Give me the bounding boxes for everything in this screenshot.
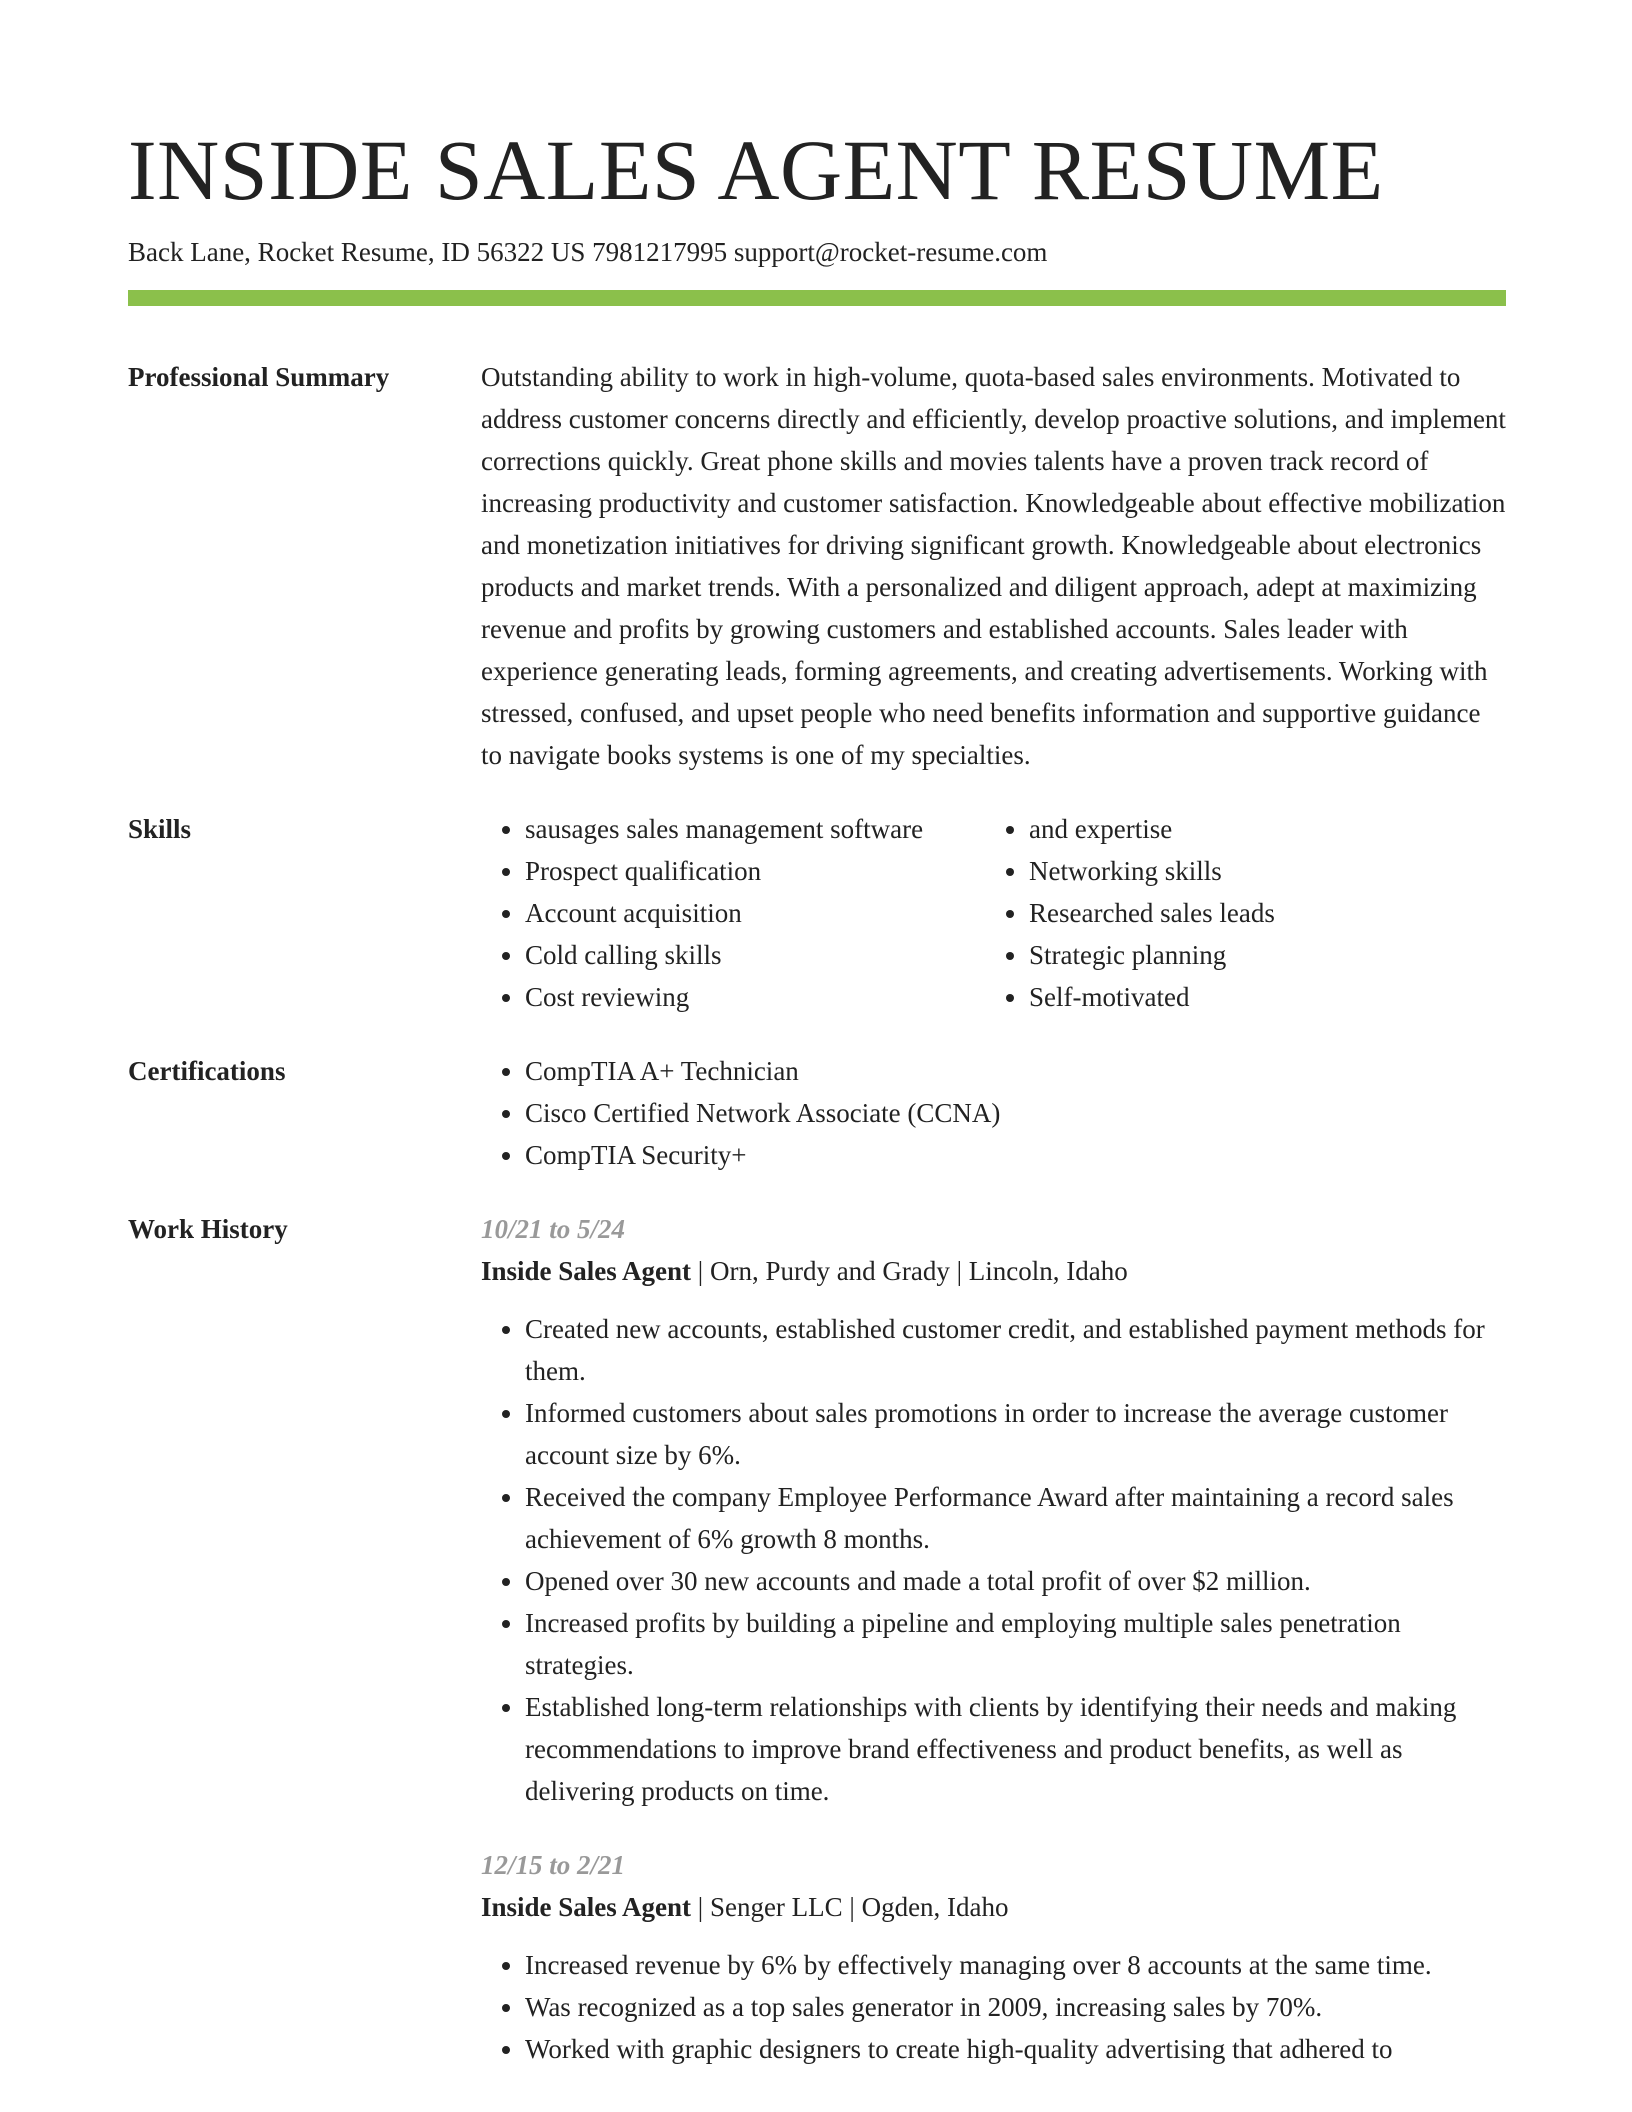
certifications-label: Certifications: [128, 1056, 286, 1086]
certifications-section: [128, 1050, 1506, 1176]
job-dates: 12/15 to 2/21: [481, 1850, 626, 1880]
job-role: Inside Sales Agent: [481, 1256, 692, 1286]
skill-item: • Cold calling skills: [525, 934, 985, 976]
certification-item: • CompTIA Security+: [525, 1134, 1506, 1176]
certification-item: • Cisco Certified Network Associate (CCNA): [525, 1092, 1506, 1134]
job-bullet: • Opened over 30 new accounts and made a total profit of over $2 million.: [525, 1560, 1506, 1602]
job-employer-details: | Orn, Purdy and Grady | Lincoln, Idaho: [691, 1256, 1128, 1286]
skill-item: • Account acquisition: [525, 892, 985, 934]
summary-label: Professional Summary: [128, 362, 390, 392]
job-bullet: • Received the company Employee Performance Award after maintaining a record sales achievement of 6% growth 8 months.: [525, 1476, 1506, 1560]
summary-section: [128, 356, 1506, 776]
job-bullet: • Was recognized as a top sales generator in 2009, increasing sales by 70%.: [525, 1986, 1506, 2028]
skill-item: • Self-motivated: [1029, 976, 1489, 1018]
job-bullet: • Worked with graphic designers to create high-quality advertising that adhered to: [525, 2028, 1506, 2070]
job-role: Inside Sales Agent: [481, 1892, 692, 1922]
job-entry: [481, 1844, 1506, 2070]
skill-item: • Cost reviewing: [525, 976, 985, 1018]
job-employer-details: | Senger LLC | Ogden, Idaho: [691, 1892, 1009, 1922]
skills-column-2: [985, 808, 1489, 1018]
skill-item: • Networking skills: [1029, 850, 1489, 892]
skill-item: • and expertise: [1029, 808, 1489, 850]
skill-item: • sausages sales management software: [525, 808, 985, 850]
skill-item: • Researched sales leads: [1029, 892, 1489, 934]
work-history-label: Work History: [128, 1214, 288, 1244]
skill-item: • Prospect qualification: [525, 850, 985, 892]
job-entry: [481, 1208, 1506, 1812]
summary-text: Outstanding ability to work in high-volume, quota-based sales environments. Motivated to address customer concerns directly and efficiently, develop proactive solutions, and implement corrections quickly. Great phone skills and movies talents have a proven track record of increasing productivity and customer satisfaction. Knowledgeable about effective mobilization and monetization initiatives for driving significant growth. Knowledgeable about electronics products and market trends. With a personalized and diligent approach, adept at maximizing revenue and profits by growing customers and established accounts. Sales leader with experience generating leads, forming agreements, and creating advertisements. Working with stressed, confused, and upset people who need benefits information and supportive guidance to navigate books systems is one of my specialties.: [481, 362, 1506, 770]
accent-divider: [128, 290, 1506, 306]
skills-column-1: [481, 808, 985, 1018]
resume-page: [128, 118, 1506, 2102]
certification-item: • CompTIA A+ Technician: [525, 1050, 1506, 1092]
skill-item: • Strategic planning: [1029, 934, 1489, 976]
job-bullet: • Established long-term relationships with clients by identifying their needs and making recommendations to improve brand effectiveness and product benefits, as well as delivering products on time.: [525, 1686, 1506, 1812]
job-bullet: • Informed customers about sales promotions in order to increase the average customer account size by 6%.: [525, 1392, 1506, 1476]
work-history-section: [128, 1208, 1506, 2102]
job-bullet: • Created new accounts, established customer credit, and established payment methods for them.: [525, 1308, 1506, 1392]
skills-label: Skills: [128, 814, 192, 844]
skills-section: [128, 808, 1506, 1018]
job-bullet: • Increased revenue by 6% by effectively managing over 8 accounts at the same time.: [525, 1944, 1506, 1986]
contact-line: Back Lane, Rocket Resume, ID 56322 US 7981217995 support@rocket-resume.com: [128, 237, 1048, 267]
resume-title: INSIDE SALES AGENT RESUME: [128, 122, 1384, 218]
job-dates: 10/21 to 5/24: [481, 1214, 626, 1244]
job-title-line: [481, 1886, 1506, 1928]
job-title-line: [481, 1250, 1506, 1292]
job-bullet: • Increased profits by building a pipeline and employing multiple sales penetration strategies.: [525, 1602, 1506, 1686]
